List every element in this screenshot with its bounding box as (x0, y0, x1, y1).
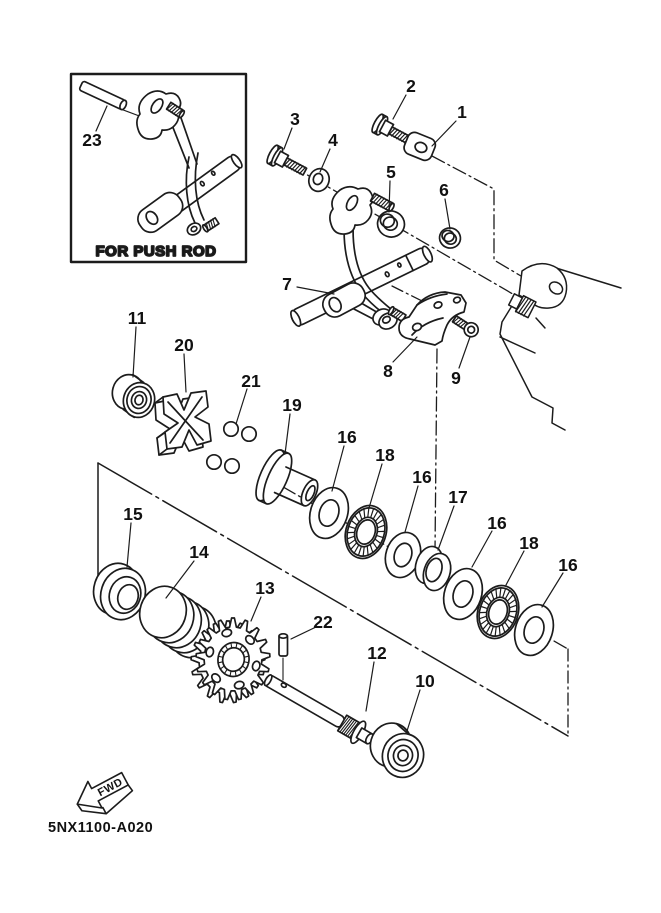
crankcase-outline (500, 264, 621, 430)
part-13-gear (191, 618, 270, 703)
callout-13-12[interactable]: 13 (255, 578, 275, 598)
part-12-shaft (260, 668, 379, 751)
callout-21-24[interactable]: 21 (241, 371, 261, 391)
leader-line (369, 464, 382, 508)
leader-line (438, 506, 454, 550)
part-21-balls (207, 422, 256, 473)
part-5-collar (374, 207, 408, 240)
leader-line (236, 389, 247, 424)
leader-line (393, 337, 417, 362)
part-10-bearing (366, 718, 429, 782)
leader-line (184, 354, 186, 392)
leader-line (542, 573, 563, 607)
callout-1-1[interactable]: 1 (457, 102, 467, 122)
callout-10-9[interactable]: 10 (415, 671, 435, 691)
leader-line (251, 597, 261, 621)
diagram-code: 5NX1100-A020 (48, 820, 154, 836)
fwd-arrow-label: FWD (95, 776, 125, 800)
leader-line (459, 337, 470, 368)
callout-18-20[interactable]: 18 (519, 533, 539, 553)
leader-line (285, 414, 290, 454)
callout-16-15[interactable]: 16 (337, 427, 357, 447)
callout-15-14[interactable]: 15 (123, 504, 143, 524)
callout-14-13[interactable]: 14 (189, 542, 209, 562)
callout-22-25[interactable]: 22 (313, 612, 333, 632)
callout-16-19[interactable]: 16 (487, 513, 507, 533)
leader-line (133, 327, 136, 377)
inset-lever-mechanism (134, 91, 244, 237)
leader-line (405, 486, 418, 532)
inset-caption: FOR PUSH ROD (95, 243, 217, 260)
leader-line (284, 128, 292, 149)
callout-17-18[interactable]: 17 (448, 487, 468, 507)
callout-5-4[interactable]: 5 (386, 162, 396, 182)
part-9-screw (451, 313, 481, 339)
leader-line (297, 287, 334, 294)
callout-23-26[interactable]: 23 (82, 130, 102, 150)
part-4-washer (306, 166, 333, 194)
lever-threaded-stub (370, 193, 395, 212)
leader-line (393, 95, 406, 119)
callout-20-23[interactable]: 20 (174, 335, 194, 355)
callout-11-10[interactable]: 11 (127, 308, 147, 328)
callout-18-16[interactable]: 18 (375, 445, 395, 465)
leader-line (445, 199, 450, 229)
leader-line (472, 531, 492, 567)
callout-9-8[interactable]: 9 (451, 368, 461, 388)
part-20-damper (155, 391, 211, 455)
part-3-bolt (265, 144, 310, 181)
leader-line (506, 551, 524, 585)
callout-16-17[interactable]: 16 (412, 467, 432, 487)
callout-3-2[interactable]: 3 (290, 109, 300, 129)
part-11-bearing (108, 371, 158, 421)
callout-12-11[interactable]: 12 (367, 643, 387, 663)
leader-line (320, 149, 330, 172)
part-22-pin (279, 634, 288, 680)
callout-8-7[interactable]: 8 (383, 361, 393, 381)
leader-line (332, 446, 344, 491)
leader-line (291, 627, 316, 639)
callout-2-0[interactable]: 2 (406, 76, 416, 96)
part-23-push-rod-pin (79, 81, 142, 117)
callout-7-6[interactable]: 7 (282, 274, 292, 294)
callout-6-5[interactable]: 6 (439, 180, 449, 200)
callout-19-22[interactable]: 19 (282, 395, 302, 415)
leader-line (127, 523, 131, 567)
callout-4-3[interactable]: 4 (328, 130, 338, 150)
callout-16-21[interactable]: 16 (558, 555, 578, 575)
leader-line (366, 662, 374, 711)
inset-for-push-rod (71, 74, 246, 262)
leader-line (432, 121, 456, 146)
fwd-arrow (70, 765, 136, 823)
leader-line (96, 106, 107, 131)
leader-line (407, 690, 420, 731)
